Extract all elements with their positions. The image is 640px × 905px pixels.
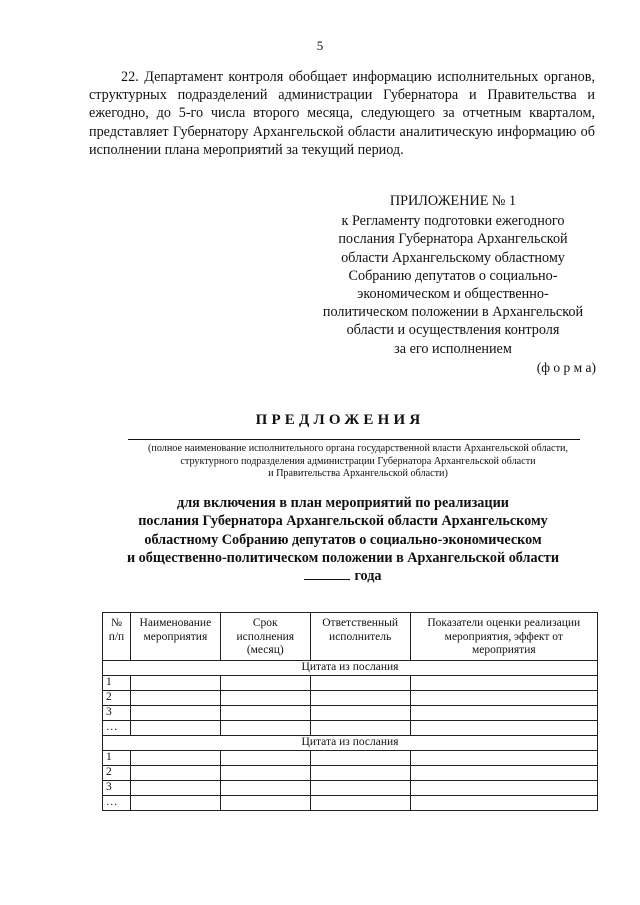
table-cell bbox=[220, 675, 310, 690]
appendix-block bbox=[308, 192, 598, 358]
subtitle-line: для включения в план мероприятий по реализации bbox=[177, 495, 509, 511]
table-cell bbox=[220, 780, 310, 795]
appendix-line: к Регламенту подготовки ежегодного bbox=[341, 213, 565, 230]
table-cell bbox=[310, 765, 410, 780]
row-number: 1 bbox=[103, 750, 131, 765]
appendix-line: политическом положении в Архангельской bbox=[322, 304, 584, 321]
appendix-line: послания Губернатора Архангельской bbox=[338, 231, 568, 248]
table-cell bbox=[410, 690, 597, 705]
table-cell bbox=[310, 720, 410, 735]
table-cell bbox=[130, 765, 220, 780]
table-cell bbox=[410, 750, 597, 765]
quote-cell: Цитата из послания bbox=[103, 660, 598, 675]
form-label: (ф о р м а) bbox=[536, 360, 596, 375]
table-cell bbox=[220, 690, 310, 705]
table-cell bbox=[220, 705, 310, 720]
table-cell bbox=[410, 675, 597, 690]
column-header: Наименование мероприятия bbox=[130, 613, 220, 661]
quote-row bbox=[103, 660, 598, 675]
year-word: года bbox=[354, 568, 382, 585]
appendix-line: Собранию депутатов о социально- bbox=[348, 267, 558, 284]
row-number: 3 bbox=[103, 780, 131, 795]
document-title: ПРЕДЛОЖЕНИЯ bbox=[255, 412, 425, 428]
table-row bbox=[103, 765, 598, 780]
table-cell bbox=[220, 720, 310, 735]
table-cell bbox=[410, 705, 597, 720]
table-cell bbox=[220, 765, 310, 780]
year-line bbox=[88, 567, 598, 585]
table-cell bbox=[310, 750, 410, 765]
row-number: 2 bbox=[103, 765, 131, 780]
column-header: Показатели оценки реализации мероприятия, эффект от мероприятия bbox=[410, 613, 597, 661]
paragraph-22: 22. Департамент контроля обобщает информацию исполнительных органов, структурных подразделений администрации Губернатора и Правительства и ежегодно, до 5-го числа второго месяца, следующего за отчетным кварталом, представляет Губернатору Архангельской области аналитическую информацию об исполнении плана мероприятий за текущий период. bbox=[89, 69, 595, 158]
table-row bbox=[103, 750, 598, 765]
quote-row bbox=[103, 735, 598, 750]
table-cell bbox=[410, 765, 597, 780]
plan-table bbox=[102, 612, 598, 811]
table-cell bbox=[410, 780, 597, 795]
table-row bbox=[103, 795, 598, 810]
table-cell bbox=[410, 795, 597, 810]
table-cell bbox=[220, 795, 310, 810]
table-cell bbox=[130, 750, 220, 765]
column-header: № п/п bbox=[103, 613, 131, 661]
organization-hint-line: (полное наименование исполнительного органа государственной власти Архангельской области, bbox=[147, 443, 569, 454]
column-header: Ответственный исполнитель bbox=[310, 613, 410, 661]
table-cell bbox=[130, 675, 220, 690]
column-header: Срок исполнения (месяц) bbox=[220, 613, 310, 661]
appendix-title: ПРИЛОЖЕНИЕ № 1 bbox=[389, 193, 517, 209]
table-cell bbox=[130, 780, 220, 795]
row-number: 1 bbox=[103, 675, 131, 690]
table-cell bbox=[410, 720, 597, 735]
table-row bbox=[103, 720, 598, 735]
row-number: 2 bbox=[103, 690, 131, 705]
table-cell bbox=[310, 780, 410, 795]
table-header-row bbox=[103, 613, 598, 661]
appendix-line: области и осуществления контроля bbox=[346, 322, 560, 339]
table-cell bbox=[310, 690, 410, 705]
table-cell bbox=[130, 795, 220, 810]
subtitle-line: послания Губернатора Архангельской области Архангельскому bbox=[138, 513, 548, 530]
organization-blank-line bbox=[128, 439, 580, 440]
table-cell bbox=[310, 705, 410, 720]
organization-hint-line: и Правительства Архангельской области) bbox=[268, 468, 448, 480]
table-cell bbox=[130, 690, 220, 705]
table-row bbox=[103, 690, 598, 705]
table-cell bbox=[130, 705, 220, 720]
document-subtitle bbox=[88, 494, 598, 585]
quote-cell: Цитата из послания bbox=[103, 735, 598, 750]
table-row bbox=[103, 675, 598, 690]
table-row bbox=[103, 705, 598, 720]
subtitle-line: и общественно-политическом положении в Архангельской области bbox=[126, 549, 560, 566]
row-number: 3 bbox=[103, 705, 131, 720]
organization-hint bbox=[128, 443, 588, 481]
subtitle-line: областному Собранию депутатов о социально-экономическом bbox=[144, 531, 542, 548]
year-blank bbox=[304, 567, 350, 580]
table-row bbox=[103, 780, 598, 795]
appendix-line: экономическом и общественно- bbox=[357, 286, 549, 303]
appendix-line: за его исполнением bbox=[394, 340, 512, 357]
appendix-line: области Архангельскому областному bbox=[341, 249, 565, 266]
table-cell bbox=[310, 795, 410, 810]
row-number: … bbox=[103, 720, 131, 735]
table-cell bbox=[220, 750, 310, 765]
row-number: … bbox=[103, 795, 131, 810]
page-number: 5 bbox=[316, 38, 324, 53]
table-cell bbox=[130, 720, 220, 735]
table-cell bbox=[310, 675, 410, 690]
organization-hint-line: структурного подразделения администрации Губернатора Архангельской области bbox=[180, 455, 536, 467]
